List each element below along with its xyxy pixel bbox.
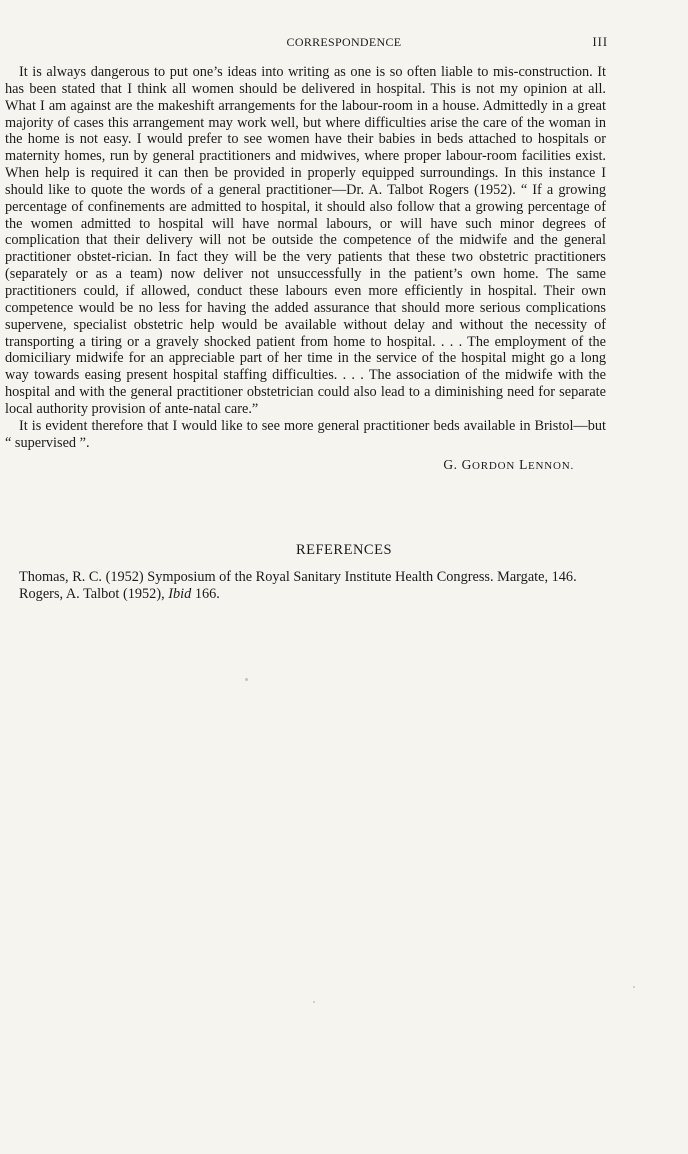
letter-paragraph: It is evident therefore that I would like to see more general practitioner beds available in Bristol—but “ supervised ”. [5,417,606,451]
signature [5,457,606,475]
page-header [0,35,688,53]
reference-item: Thomas, R. C. (1952) Symposium of the Royal Sanitary Institute Health Congress. Margate, 146. [19,569,577,585]
letter-body [5,64,606,475]
reference-item [5,586,606,603]
signature-last-rest: ENNON. [527,460,574,473]
reference-author: Rogers, A. Talbot (1952), [19,585,169,602]
reference-ibid: Ibid [168,585,192,602]
references-heading: REFERENCES [295,542,393,558]
signature-first-initial: G [461,457,472,473]
letter-paragraph: It is always dangerous to put one’s ideas into writing as one is so often liable to mis-construction. It has been stated that I think all women should be delivered in hospital. This is not my opinion at all. What I am against are the makeshift arrangements for the labour-room in a house. Admittedly in a great majority of cases this arrangement may work well, but where difficulties arise the care of the woman in the home is not easy. I would prefer to see women have their babies in beds attached to hospitals or maternity homes, run by general practitioners and midwives, where proper labour-room facilities exist. When help is required it can then be provided in properly equipped surroundings. In this instance I should like to quote the words of a general practitioner—Dr. A. Talbot Rogers (1952). “ If a growing percentage of confinements are admitted to hospital, it should also follow that a growing percentage of the women admitted to hospital will have normal labours, or will have such minor degrees of complication that their delivery will not be outside the competence of the midwife and the general practitioner obstet-rician. In fact they will be the very patients that these two obstetric practitioners (separately or as a team) now deliver not unsuccessfully in the patient’s own home. The same practitioners could, if allowed, conduct these labours even more efficiently in hospital. Their own competence would be no less for having the added assurance that should more serious complications supervene, specialist obstetric help would be available without delay and without the necessity of transporting a tiring or a gravely shocked patient from home to hospital. . . . The employment of the domiciliary midwife for an appreciable part of her time in the service of the hospital might go a long way towards easing present hospital staffing difficulties. . . . The association of the midwife with the hospital and with the general practitioner obstetrician could also lead to a diminishing need for separate local authority provision of ante-natal care.” [5,64,606,417]
page-number: III [592,35,608,49]
paper-speck [633,986,635,988]
signature-last-initial: L [519,457,528,473]
paper-speck [313,1001,315,1003]
reference-page: 166. [191,585,220,602]
signature-initial: G. [443,457,458,473]
signature-first-rest: ORDON [471,460,516,473]
references-list [5,569,606,603]
paper-speck [245,678,248,681]
running-head: CORRESPONDENCE [286,35,402,49]
